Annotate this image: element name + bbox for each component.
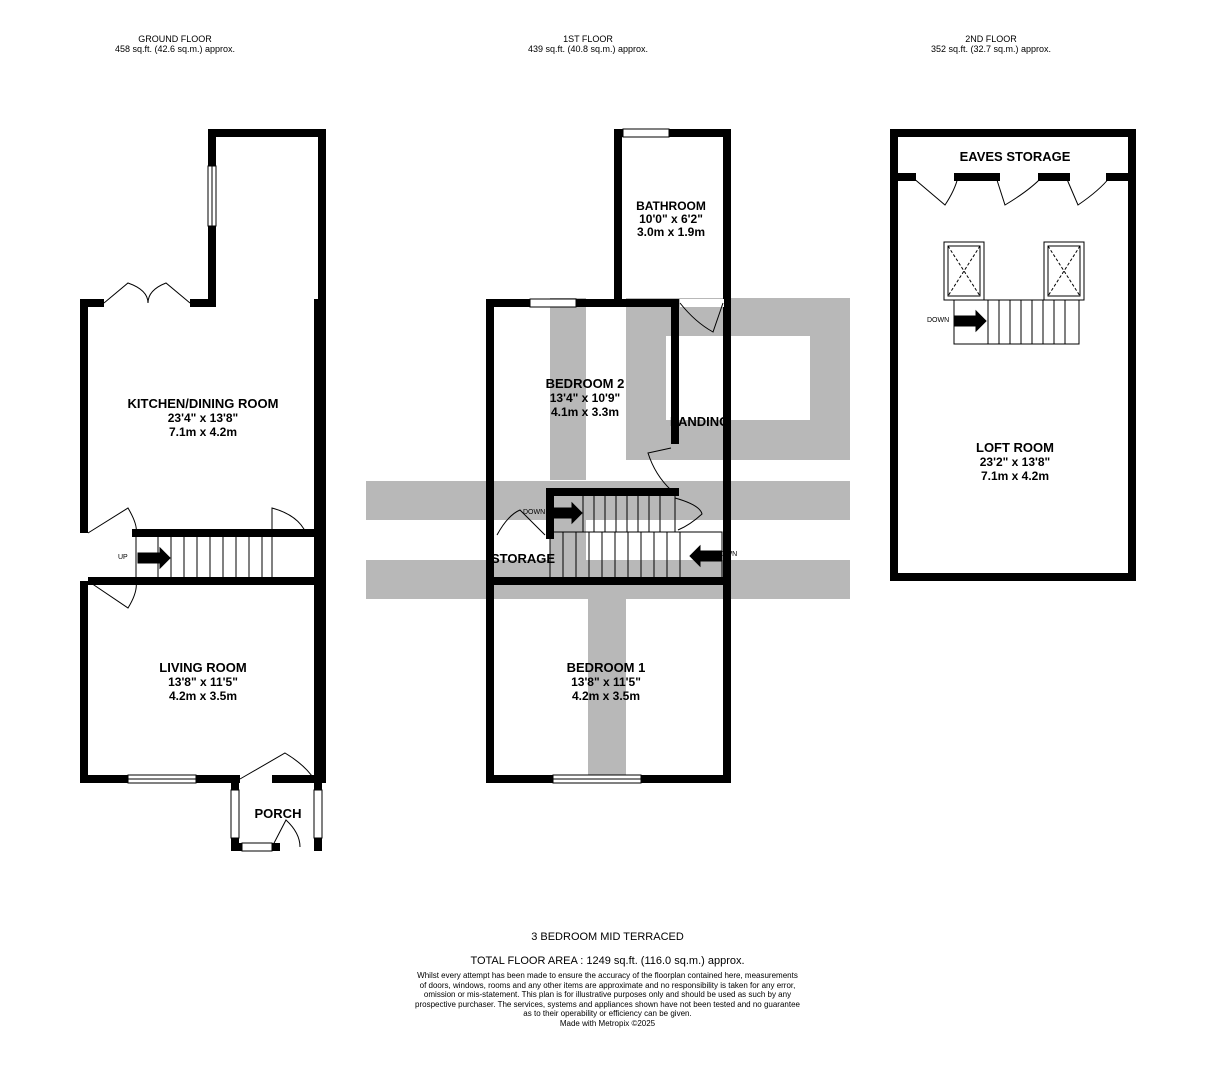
bedroom2-metric: 4.1m x 3.3m [550, 405, 620, 419]
living-label [103, 661, 303, 703]
bathroom-label [606, 200, 736, 239]
bedroom2-name: BEDROOM 2 [545, 376, 625, 391]
first-stairs-down-1: DOWN [523, 509, 546, 516]
landing-label-clip [670, 414, 730, 429]
loft-stairs [954, 300, 1079, 344]
eaves-name: EAVES STORAGE [959, 149, 1071, 164]
loft-label [935, 441, 1095, 483]
bedroom1-name: BEDROOM 1 [566, 660, 646, 675]
disclaimer-line: of doors, windows, rooms and any other items are approximate and no responsibility is taken for any error, [419, 980, 796, 990]
ground-floor-title: GROUND FLOOR [138, 34, 212, 44]
storage-label-clip [491, 551, 556, 566]
storage-name: STORAGE [491, 551, 556, 566]
disclaimer-line: omission or mis-statement. This plan is for illustrative purposes only and should be used as such by any [423, 990, 792, 1000]
kitchen-label [103, 397, 303, 439]
ground-floor-area: 458 sq.ft. (42.6 sq.m.) approx. [114, 44, 236, 54]
first-stairs-down-2: DOWN [715, 551, 738, 558]
bedroom1-label [531, 661, 681, 703]
ground-floor-header [75, 34, 275, 54]
living-name: LIVING ROOM [159, 660, 247, 675]
first-floor-title: 1ST FLOOR [563, 34, 613, 44]
ground-floor-stairs [136, 533, 272, 581]
bathroom-name: BATHROOM [636, 199, 706, 213]
eaves-doors [912, 177, 1110, 205]
bathroom-metric: 3.0m x 1.9m [636, 225, 706, 239]
landing-name: LANDING [670, 414, 730, 429]
first-stairs-down-2-clip [715, 551, 764, 558]
loft-metric: 7.1m x 4.2m [980, 469, 1050, 483]
loft-skylights [944, 242, 1084, 300]
disclaimer-line: prospective purchaser. The services, systems and appliances shown have not been tested and no guarantee [415, 999, 800, 1009]
disclaimer-line: Whilst every attempt has been made to ensure the accuracy of the floorplan contained here, measurements [417, 971, 798, 980]
ground-floor-doors [88, 283, 314, 847]
bedroom2-label [510, 377, 660, 419]
loft-name: LOFT ROOM [976, 440, 1054, 455]
first-floor-area: 439 sq.ft. (40.8 sq.m.) approx. [527, 44, 649, 54]
bedroom1-imperial: 13'8" x 11'5" [571, 675, 641, 689]
loft-stairs-down: DOWN [927, 317, 950, 324]
ground-floor-openings [80, 166, 322, 851]
bedroom1-metric: 4.2m x 3.5m [571, 689, 641, 703]
second-floor-area: 352 sq.ft. (32.7 sq.m.) approx. [930, 44, 1052, 54]
watermark [366, 298, 850, 779]
bathroom-imperial: 10'0" x 6'2" [639, 212, 703, 226]
living-imperial: 13'8" x 11'5" [168, 675, 238, 689]
ground-stairs-up: UP [118, 554, 128, 561]
second-floor-title: 2ND FLOOR [965, 34, 1017, 44]
kitchen-metric: 7.1m x 4.2m [168, 425, 238, 439]
living-metric: 4.2m x 3.5m [168, 689, 238, 703]
first-floor-header [488, 34, 688, 54]
disclaimer [0, 971, 1215, 1029]
porch-name: PORCH [254, 806, 302, 821]
disclaimer-credit: Made with Metropix ©2025 [559, 1018, 656, 1028]
bedroom2-imperial: 13'4" x 10'9" [549, 391, 621, 405]
second-floor-header [891, 34, 1091, 54]
loft-imperial: 23'2" x 13'8" [979, 455, 1051, 469]
kitchen-imperial: 23'4" x 13'8" [167, 411, 239, 425]
ground-floor-plan [84, 133, 322, 847]
total-floor-area: TOTAL FLOOR AREA : 1249 sq.ft. (116.0 sq.m.) approx. [470, 955, 745, 967]
kitchen-name: KITCHEN/DINING ROOM [127, 396, 279, 411]
property-subtitle: 3 BEDROOM MID TERRACED [531, 931, 684, 943]
disclaimer-line: as to their operability or efficiency can be given. [523, 1009, 692, 1019]
